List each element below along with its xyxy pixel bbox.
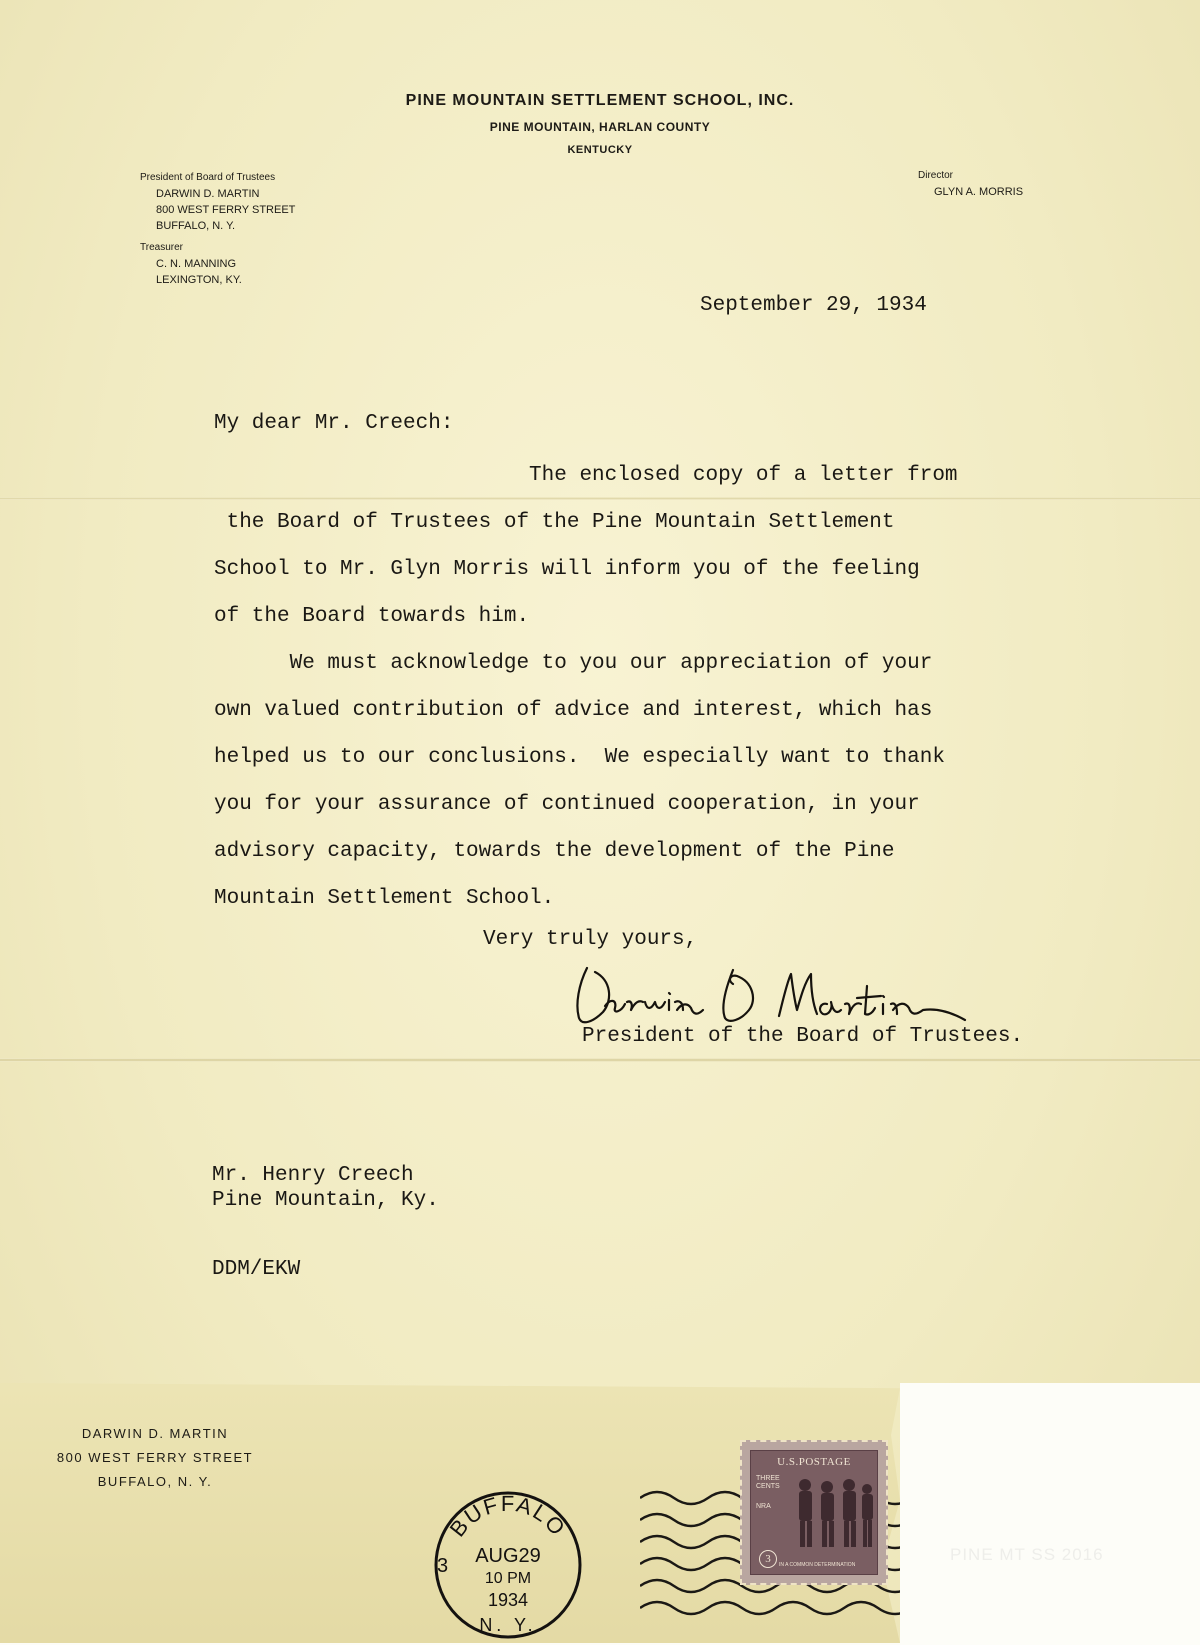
return-street: 800 WEST FERRY STREET <box>56 1450 254 1465</box>
postage-stamp <box>740 1440 888 1585</box>
postmark <box>428 1485 588 1645</box>
director-name: GLYN A. MORRIS <box>934 186 1024 198</box>
president-block <box>140 170 295 234</box>
stamp-header: U.S.POSTAGE <box>777 1456 851 1468</box>
addressee-place: Pine Mountain, Ky. <box>212 1189 439 1212</box>
president-name: DARWIN D. MARTIN <box>156 188 260 200</box>
letterhead-state: KENTUCKY <box>567 144 633 156</box>
treasurer-role: Treasurer <box>140 242 183 253</box>
postmark-year: 1934 <box>487 1590 529 1610</box>
letterhead-location: PINE MOUNTAIN, HARLAN COUNTY <box>489 120 711 134</box>
director-block <box>918 168 1023 200</box>
letter-date: September 29, 1934 <box>700 294 927 317</box>
postmark-city: BUFFALO <box>444 1490 572 1542</box>
paper-fold <box>0 1058 1200 1062</box>
reference-initials: DDM/EKW <box>212 1258 301 1281</box>
letter-body: The enclosed copy of a letter from the Board of Trustees of the Pine Mountain Settlement School to Mr. Glyn Morris will inform you of the feeling of the Board towards him. We must acknowledge to you our appreciation of your own valued contribution of advice and interest, which has helped us to our conclusions. We especially want to thank you for your assurance of continued cooperation, in your advisory capacity, towards the development of the Pine Mountain Settlement School. <box>214 464 958 910</box>
postmark-time: 10 PM <box>484 1570 532 1587</box>
treasurer-name: C. N. MANNING <box>156 258 237 270</box>
president-street: 800 WEST FERRY STREET <box>156 204 296 216</box>
director-role: Director <box>918 170 954 181</box>
handwritten-signature <box>565 960 995 1030</box>
president-city: BUFFALO, N. Y. <box>156 220 236 232</box>
postmark-station: 3 <box>437 1555 449 1577</box>
envelope-return-address <box>0 1422 310 1494</box>
treasurer-city: LEXINGTON, KY. <box>156 274 242 286</box>
stamp-vignette <box>750 1450 878 1575</box>
scan-background <box>900 1383 1200 1643</box>
treasurer-block <box>140 240 242 288</box>
president-role: President of Board of Trustees <box>140 172 276 183</box>
stamp-label: NRA <box>756 1503 771 1510</box>
signer-title: President of the Board of Trustees. <box>582 1025 1024 1048</box>
stamp-denomination: THREE CENTS <box>756 1475 780 1490</box>
letterhead-organization: PINE MOUNTAIN SETTLEMENT SCHOOL, INC. <box>405 92 795 109</box>
postmark-date: AUG29 <box>475 1545 541 1567</box>
salutation: My dear Mr. Creech: <box>214 412 454 435</box>
addressee-name: Mr. Henry Creech <box>212 1164 414 1187</box>
return-name: DARWIN D. MARTIN <box>81 1426 229 1441</box>
archive-watermark: PINE MT SS 2016 <box>950 1545 1104 1564</box>
stamp-motto: IN A COMMON DETERMINATION <box>779 1562 856 1568</box>
addressee-block <box>212 1163 439 1213</box>
postmark-state: N. Y. <box>479 1615 537 1635</box>
closing: Very truly yours, <box>483 928 698 951</box>
stamp-digit: 3 <box>759 1550 777 1568</box>
svg-text:BUFFALO <box>445 1491 572 1541</box>
return-city: BUFFALO, N. Y. <box>97 1474 213 1489</box>
stamp-figures-icon <box>787 1473 875 1553</box>
